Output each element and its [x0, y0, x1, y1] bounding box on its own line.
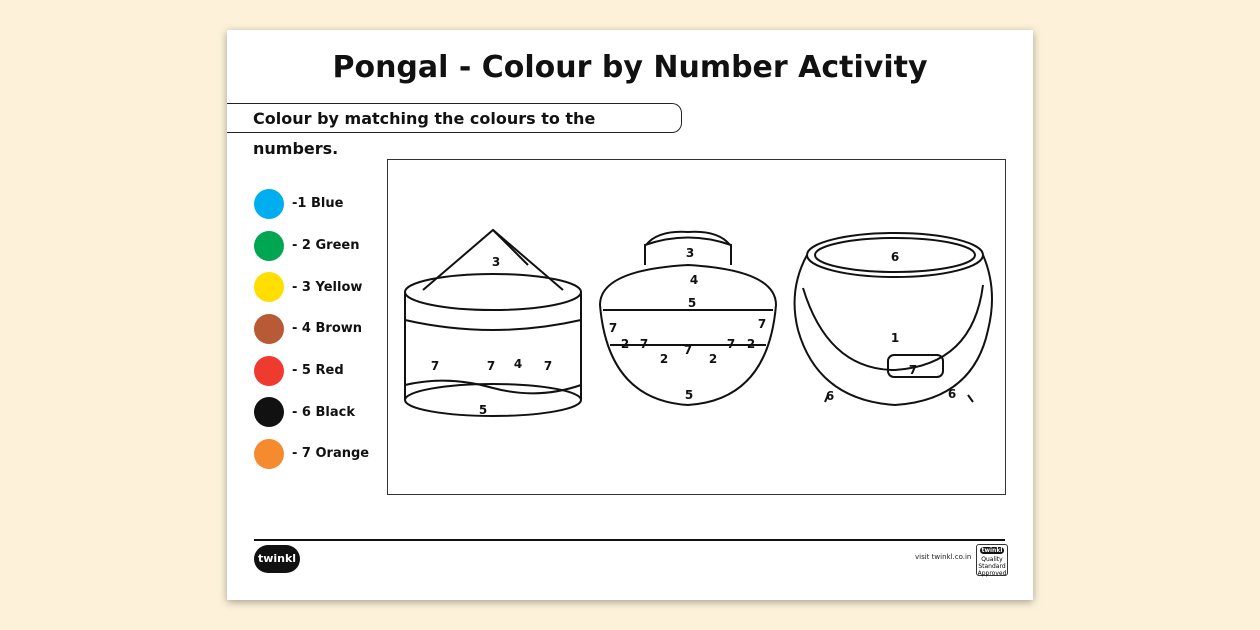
colouring-picture-frame [387, 159, 1006, 495]
colour-number: 2 [708, 352, 718, 366]
legend-label: - 5 Red [292, 363, 344, 379]
colour-number: 7 [683, 343, 693, 357]
footer-divider [254, 539, 1005, 541]
visit-link[interactable]: visit twinkl.co.in [915, 553, 972, 561]
legend-label: -1 Blue [292, 196, 344, 212]
colour-number: 7 [726, 337, 736, 351]
colour-number: 7 [543, 359, 553, 373]
colour-number: 7 [486, 359, 496, 373]
legend-label: - 3 Yellow [292, 279, 363, 295]
colour-swatch [254, 356, 284, 386]
colour-number: 6 [890, 250, 900, 264]
legend-item [254, 308, 369, 350]
colour-swatch [254, 397, 284, 427]
legend-item [254, 183, 369, 225]
colour-number: 4 [689, 273, 699, 287]
legend-item [254, 391, 369, 433]
legend-item [254, 350, 369, 392]
colour-number: 5 [687, 296, 697, 310]
colour-number: 2 [659, 352, 669, 366]
colour-swatch [254, 314, 284, 344]
legend-item [254, 266, 369, 308]
colour-number: 6 [947, 387, 957, 401]
colour-number: 7 [757, 317, 767, 331]
colour-number: 7 [430, 359, 440, 373]
colour-swatch [254, 189, 284, 219]
colour-number: 2 [746, 337, 756, 351]
badge-logo: twinkl [981, 547, 1003, 554]
colour-number: 5 [478, 403, 488, 417]
colour-number: 7 [639, 337, 649, 351]
legend-label: - 4 Brown [292, 321, 363, 337]
colour-number: 4 [513, 357, 523, 371]
colour-number: 1 [890, 331, 900, 345]
instruction-banner: Colour by matching the colours to the numbers. [227, 103, 682, 133]
worksheet [227, 30, 1033, 600]
colour-number: 7 [908, 363, 918, 377]
legend-item [254, 225, 369, 267]
colour-number: 7 [608, 321, 618, 335]
colour-swatch [254, 272, 284, 302]
legend-label: - 2 Green [292, 238, 360, 254]
twinkl-logo: twinkl [254, 545, 300, 573]
colour-number: 2 [620, 337, 630, 351]
pongal-pots-illustration [388, 160, 1005, 494]
page-title: Pongal - Colour by Number Activity [332, 50, 928, 85]
legend-label: - 7 Orange [292, 446, 370, 462]
colour-number: 6 [825, 389, 835, 403]
colour-legend [254, 183, 369, 475]
colour-swatch [254, 231, 284, 261]
legend-label: - 6 Black [292, 404, 355, 420]
legend-item [254, 433, 369, 475]
badge-text: Quality Standard Approved [977, 556, 1007, 577]
colour-number: 5 [684, 388, 694, 402]
quality-badge [976, 544, 1008, 576]
colour-number: 3 [491, 255, 501, 269]
colour-number: 3 [685, 246, 695, 260]
colour-swatch [254, 439, 284, 469]
